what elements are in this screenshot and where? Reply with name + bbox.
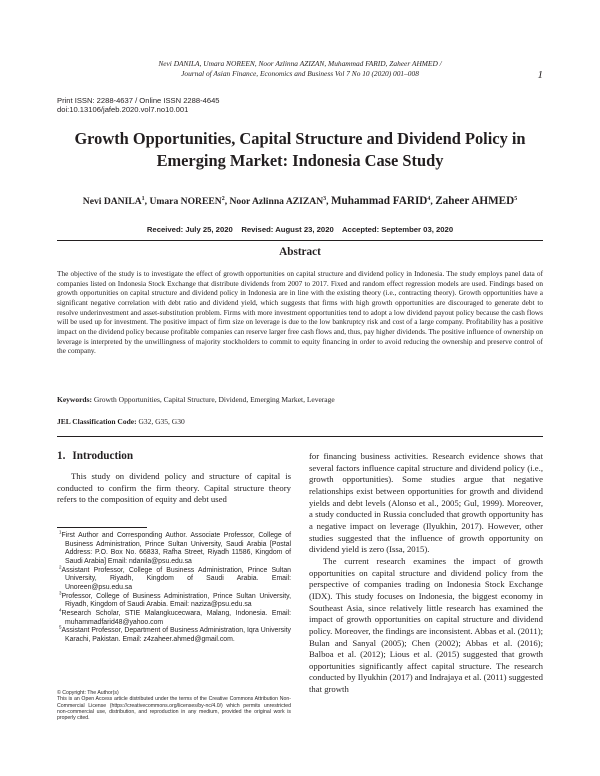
paper-title-line2: Emerging Market: Indonesia Case Study <box>156 150 444 170</box>
intro-right-column <box>309 451 543 696</box>
footnote-text: Assistant Professor, Department of Business Administration, Iqra University Karachi, Pakistan. Email: z4zaheer.ahmed@gmail.com. <box>61 627 291 643</box>
jel-label: JEL Classification Code: <box>57 417 137 426</box>
footnote-mark: 5 <box>59 624 62 630</box>
section-number: 1. <box>57 450 66 462</box>
copyright-notice <box>57 690 291 721</box>
footnote <box>57 590 291 610</box>
keywords-label: Keywords: <box>57 395 92 404</box>
author-affiliation-mark: 3 <box>323 195 327 202</box>
body-paragraph: The current research examines the impact of growth opportunities on capital structure and dividend policy from the perspective of companies trading on Indonesia Stock Exchange (IDX). This study focuses on Indonesia, the biggest economy in Southeast Asia, since relatively little research has examined the impact of growth opportunities on capital structure and dividend policy. Moreover, the findings are inconsistent. Abbas et al. (2011); Bulan and Sanyal (2005); Chen (2002); Abbas et al. (2016); Balboa et al. (2012); Lious et al. (2015) suggested that growth opportunities significantly affect capital structure. The research conducted by Ilyukhin (2017) and Indrajaya et al. (2011) suggested that growth <box>309 555 543 695</box>
running-head-journal: Journal of Asian Finance, Economics and Business Vol 7 No 10 (2020) 001–008 <box>181 68 419 78</box>
author-list: Nevi DANILA$^1$, Umara NOREEN$^2$, Noor Azlinna AZIZAN$^3$, Muhammad FARID$^4$, Zaheer AHMED$^5$ <box>82 195 518 207</box>
body-paragraph: for financing business activities. Research evidence shows that several factors influence capital structure and dividend policy (i.e., growth opportunities). Some studies argue that negative relationships exist between opportunities for growth and dividend yields and debt levels (Alonso et al., 2005; Gul, 1999). Moreover, a study conducted in Russia concluded that growth opportunity has a negative impact on leverage (Ilyukhin, 2017). However, other studies suggested that the influence of growth opportunity on dividend yield is zero (Issa, 2015). <box>309 451 543 555</box>
author-affiliation-mark: 4 <box>427 195 431 202</box>
footnote <box>57 564 291 596</box>
issn-line: Print ISSN: 2288-4637 / Online ISSN 2288-4645 <box>57 96 220 105</box>
footnote-text: First Author and Corresponding Author. Associate Professor, College of Business Administration, Prince Sultan University, Saudi Arabia [Postal Address: P.O. Box No. 66833, Rafha Street, Riyadh 11586, Kingdom of Saudi Arabia] Email: ndanila@psu.edu.sa <box>61 532 291 565</box>
body-paragraph: This study on dividend policy and structure of capital is conducted to confirm the firm theory. Capital structure theory refers to the composition of equity and debt used <box>57 471 291 505</box>
running-head-authors: Nevi DANILA, Umara NOREEN, Noor Azlinna AZIZAN, Muhammad FARID, Zaheer AHMED / <box>158 59 442 68</box>
section-title: Introduction <box>72 450 134 462</box>
keywords <box>57 395 543 404</box>
footnote-text: Professor, College of Business Administration, Prince Sultan University, Riyadh, Kingdom of Saudi Arabia. Email: naziza@psu.edu.sa <box>61 592 291 609</box>
doi-line: doi:10.13106/jafeb.2020.vol7.no10.001 <box>57 105 189 115</box>
abstract-heading: Abstract <box>279 246 321 258</box>
footnote <box>57 607 291 627</box>
author-affiliation-mark: 2 <box>221 195 225 202</box>
submission-dates: Received: July 25, 2020 Revised: August 23, 2020 Accepted: September 03, 2020 <box>146 225 454 234</box>
license-text: This is an Open Access article distributed under the terms of the Creative Commons Attribution Non-Commercial License (https://creativecommons.org/licenses/by-nc/4.0/) which permits unrestricted non-commercial use, distribution, and reproduction in any medium, provided the original work is properly cited. <box>57 696 291 722</box>
intro-left-paragraph <box>57 471 291 506</box>
author-name: Nevi DANILA <box>82 196 142 207</box>
footnote-mark: 3 <box>59 590 62 596</box>
divider-bottom <box>57 436 543 437</box>
abstract-text: The objective of the study is to investigate the effect of growth opportunities on capital structure and dividend policy in Indonesia. The study employs panel data of companies listed on Indonesia Stock Exchange that distribute dividends from 2007 to 2017. Fixed and random effect regression models are used. Findings based on growth opportunities on capital structure and dividend policy in Indonesia are in line with the existing theory (i.e., contracting theory). Growth opportunities have a significant negative correlation with debt ratio and dividend yield, which suggests that firms with high growth opportunities are discouraged to generate debt to resolve underinvestment and asset-substitution problem. Firms with more investment opportunities tend to adopt a low dividend payout policy because the cash flows will be used up for investment. The positive impact of firm size on leverage is due to the low bankruptcy risk and cost of a large company. Profitability has a positive impact on the dividend policy because profitable companies can reserve larger free cash flows and, thus, pay higher dividends. The positive influence of ownership on leverage is interpreted by the unwillingness of majority stockholders to commit to equity financing in order to avoid reducing the ownership and preserve control of the company. <box>57 269 543 356</box>
author-affiliation-mark: 5 <box>514 195 518 202</box>
footnotes <box>57 529 291 645</box>
footnote-mark: 4 <box>59 607 62 613</box>
jel-classification <box>57 417 543 426</box>
footnote <box>57 529 291 570</box>
copyright-line: © Copyright: The Author(s) <box>57 690 119 696</box>
author-name: Noor Azlinna AZIZAN <box>229 196 324 207</box>
footnote-mark: 1 <box>59 529 62 535</box>
footnote-mark: 2 <box>59 564 62 570</box>
footnote-text: Research Scholar, STIE Malangkucecwara, Malang, Indonesia. Email: muhammadfarid48@yahoo.com <box>61 609 291 626</box>
author-name: Muhammad FARID <box>330 195 428 207</box>
section-heading-introduction <box>57 450 133 462</box>
keywords-text: Growth Opportunities, Capital Structure, Dividend, Emerging Market, Leverage <box>93 395 335 404</box>
running-head <box>0 59 600 78</box>
author-name: Umara NOREEN <box>149 196 222 207</box>
footnote <box>57 624 291 644</box>
footnote-separator <box>57 527 147 528</box>
author-name: Zaheer AHMED <box>435 195 515 207</box>
author-affiliation-mark: 1 <box>141 195 145 202</box>
divider-top <box>57 240 543 241</box>
paper-title <box>60 128 540 171</box>
issn-block <box>57 96 220 115</box>
footnote-text: Assistant Professor, College of Business Administration, Prince Sultan University, Riyadh, Kingdom of Saudi Arabia. Email: Unoreen@psu.edu.sa <box>61 566 291 591</box>
paper-title-line1: Growth Opportunities, Capital Structure and Dividend Policy in <box>74 129 526 148</box>
page-number: 1 <box>537 69 543 81</box>
jel-codes: G32, G35, G30 <box>138 417 185 426</box>
